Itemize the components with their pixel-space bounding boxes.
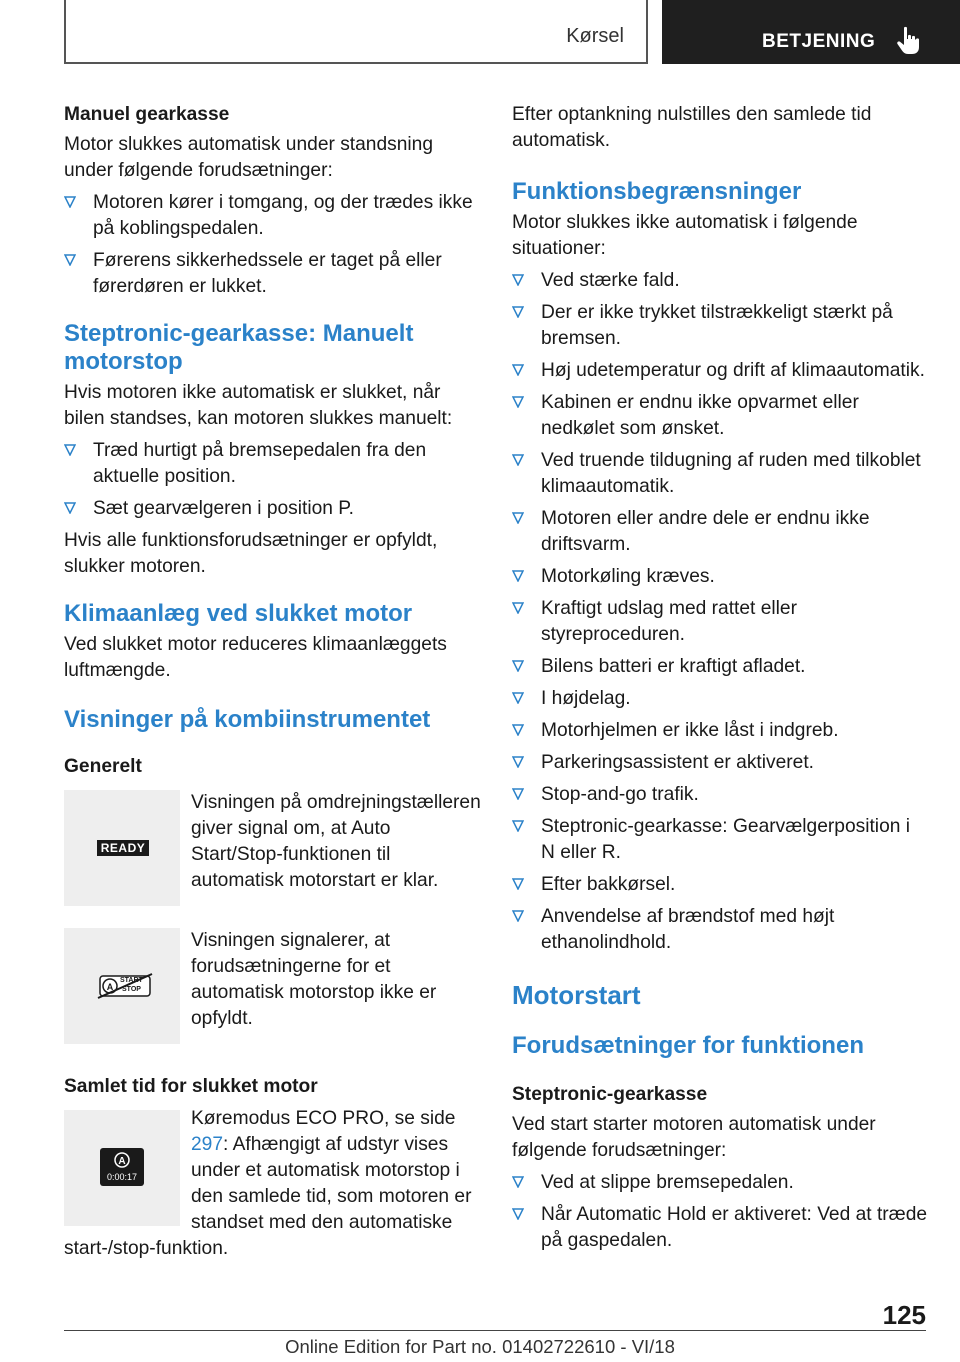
start-stop-figure-row bbox=[64, 928, 484, 1044]
ready-description: Visningen på omdrejningstælleren giver signal om, at Auto Start/Stop-funktionen til automatisk motorstart er klar. bbox=[191, 792, 481, 891]
limits-heading: Funktionsbegrænsninger bbox=[512, 178, 802, 205]
triangle-bullet-icon bbox=[512, 756, 524, 768]
list-item bbox=[512, 1202, 928, 1254]
list-item bbox=[512, 686, 928, 712]
list-item-text: Når Automatic Hold er aktiveret: Ved at træde på gaspedalen. bbox=[541, 1204, 928, 1251]
refuel-text: Efter optankning nulstilles den samlede tid automatisk. bbox=[512, 104, 872, 151]
climate-heading: Klimaanlæg ved slukket motor bbox=[64, 600, 413, 627]
list-item-text: Førerens sikkerhedssele er taget på eller førerdøren er lukket. bbox=[93, 250, 442, 297]
list-item bbox=[512, 506, 928, 558]
list-item-text: Ved at slippe bremsepedalen. bbox=[541, 1172, 794, 1193]
hand-pointer-icon bbox=[896, 26, 922, 56]
triangle-bullet-icon bbox=[64, 254, 76, 266]
auto-start-stop-icon bbox=[112, 1150, 132, 1170]
start-list bbox=[512, 1170, 928, 1254]
ready-figure-row bbox=[64, 790, 484, 906]
list-item-text: Steptronic-gearkasse: Gearvælgerposition i N eller R. bbox=[541, 816, 911, 863]
section-title: Kørsel bbox=[566, 25, 624, 47]
list-item bbox=[512, 1170, 928, 1196]
list-item bbox=[64, 496, 484, 522]
motorstart-heading: Motorstart bbox=[512, 980, 641, 1010]
motorstart-intro: Ved start starter motoren automatisk under følgende forudsætninger: bbox=[512, 1114, 876, 1161]
eco-text-b: : Afhængigt af udstyr vises under et automatisk motorstop i den samlede tid, som motoren er standset med den automatiske start-/stop-funktion. bbox=[64, 1134, 472, 1259]
triangle-bullet-icon bbox=[512, 788, 524, 800]
triangle-bullet-icon bbox=[512, 454, 524, 466]
list-item-text: Ved truende tildugning af ruden med tilkoblet klimaautomatik. bbox=[541, 450, 921, 497]
list-item bbox=[512, 654, 928, 680]
page-297-link[interactable]: 297 bbox=[191, 1134, 224, 1155]
triangle-bullet-icon bbox=[512, 724, 524, 736]
list-item-text: Motorkøling kræves. bbox=[541, 566, 715, 587]
list-item-text: Motoren eller andre dele er endnu ikke driftsvarm. bbox=[541, 508, 870, 555]
timer-value: 0:00:17 bbox=[106, 1172, 138, 1182]
footer-divider bbox=[64, 1330, 926, 1331]
list-item bbox=[512, 596, 928, 648]
triangle-bullet-icon bbox=[512, 1176, 524, 1188]
list-item-text: Ved stærke fald. bbox=[541, 270, 680, 291]
triangle-bullet-icon bbox=[512, 274, 524, 286]
list-item-text: Træd hurtigt på bremsepedalen fra den aktuelle position. bbox=[93, 440, 427, 487]
start-label: START bbox=[120, 977, 143, 984]
triangle-bullet-icon bbox=[512, 820, 524, 832]
left-column bbox=[64, 102, 484, 1262]
list-item-text: Sæt gearvælgeren i position P. bbox=[93, 498, 354, 519]
list-item bbox=[512, 268, 928, 294]
list-item-text: Motorhjelmen er ikke låst i indgreb. bbox=[541, 720, 839, 741]
triangle-bullet-icon bbox=[512, 910, 524, 922]
list-item bbox=[512, 750, 928, 776]
limits-list bbox=[512, 268, 928, 956]
triangle-bullet-icon bbox=[512, 364, 524, 376]
triangle-bullet-icon bbox=[512, 692, 524, 704]
steptronic-manual-heading: Steptronic-gearkasse: Manuelt motorstop bbox=[64, 320, 414, 375]
triangle-bullet-icon bbox=[64, 196, 76, 208]
list-item-text: Motoren kører i tomgang, og der trædes ikke på koblingspedalen. bbox=[93, 192, 473, 239]
chapter-title: BETJENING bbox=[762, 31, 876, 52]
climate-text: Ved slukket motor reduceres klimaanlæggets luftmængde. bbox=[64, 634, 447, 681]
triangle-bullet-icon bbox=[512, 660, 524, 672]
triangle-bullet-icon bbox=[512, 306, 524, 318]
eco-timer-image bbox=[64, 1110, 180, 1226]
triangle-bullet-icon bbox=[512, 570, 524, 582]
triangle-bullet-icon bbox=[64, 444, 76, 456]
list-item-text: Bilens batteri er kraftigt afladet. bbox=[541, 656, 806, 677]
list-item bbox=[512, 390, 928, 442]
list-item-text: Der er ikke trykket tilstrækkeligt stærkt på bremsen. bbox=[541, 302, 893, 349]
steptronic-heading: Steptronic-gearkasse bbox=[512, 1084, 708, 1105]
right-column bbox=[512, 102, 928, 1260]
svg-text:A: A bbox=[118, 1156, 126, 1167]
chapter-tab bbox=[662, 0, 960, 64]
triangle-bullet-icon bbox=[512, 1208, 524, 1220]
triangle-bullet-icon bbox=[512, 878, 524, 890]
list-item bbox=[512, 814, 928, 866]
triangle-bullet-icon bbox=[64, 502, 76, 514]
stop-label: STOP bbox=[122, 986, 141, 993]
steptronic-manual-outro: Hvis alle funktionsforudsætninger er opfyldt, slukker motoren. bbox=[64, 530, 438, 577]
list-item-text: Stop-and-go trafik. bbox=[541, 784, 699, 805]
svg-text:A: A bbox=[106, 982, 114, 992]
ready-indicator-image bbox=[64, 790, 180, 906]
list-item-text: Anvendelse af brændstof med højt ethanolindhold. bbox=[541, 906, 835, 953]
list-item bbox=[64, 438, 484, 490]
start-stop-unavailable-image bbox=[64, 928, 180, 1044]
eco-text-a: Køremodus ECO PRO, se side bbox=[191, 1108, 456, 1129]
list-item bbox=[512, 718, 928, 744]
list-item-text: Kraftigt udslag med rattet eller styreproceduren. bbox=[541, 598, 797, 645]
list-item-text: I højdelag. bbox=[541, 688, 631, 709]
header-section-box bbox=[64, 0, 648, 64]
triangle-bullet-icon bbox=[512, 512, 524, 524]
list-item-text: Parkeringsassistent er aktiveret. bbox=[541, 752, 815, 773]
list-item bbox=[512, 904, 928, 956]
list-item-text: Efter bakkørsel. bbox=[541, 874, 676, 895]
triangle-bullet-icon bbox=[512, 602, 524, 614]
list-item bbox=[512, 448, 928, 500]
list-item bbox=[512, 782, 928, 808]
list-item bbox=[512, 358, 928, 384]
eco-pro-block bbox=[64, 1106, 484, 1262]
general-heading: Generelt bbox=[64, 756, 142, 777]
manual-intro: Motor slukkes automatisk under standsning under følgende forudsætninger: bbox=[64, 134, 434, 181]
list-item-text: Høj udetemperatur og drift af klimaautomatik. bbox=[541, 360, 925, 381]
prerequisites-heading: Forudsætninger for funktionen bbox=[512, 1032, 864, 1059]
displays-heading: Visninger på kombiinstrumentet bbox=[64, 706, 431, 733]
edition-text: Online Edition for Part no. 01402722610 - VI/18 bbox=[285, 1336, 675, 1357]
steptronic-manual-intro: Hvis motoren ikke automatisk er slukket, når bilen standses, kan motoren slukkes manuelt: bbox=[64, 382, 453, 429]
list-item bbox=[512, 300, 928, 352]
manual-gearbox-heading: Manuel gearkasse bbox=[64, 104, 230, 125]
page-number: 125 bbox=[882, 1300, 926, 1330]
list-item bbox=[512, 872, 928, 898]
start-stop-description: Visningen signalerer, at forudsætningerne for et automatisk motorstop ikke er opfyldt. bbox=[191, 930, 437, 1029]
list-item bbox=[64, 190, 484, 242]
list-item bbox=[64, 248, 484, 300]
ready-label: READY bbox=[97, 840, 149, 856]
timer-display bbox=[100, 1148, 144, 1186]
list-item-text: Kabinen er endnu ikke opvarmet eller nedkølet som ønsket. bbox=[541, 392, 859, 439]
total-time-heading: Samlet tid for slukket motor bbox=[64, 1076, 318, 1097]
limits-intro: Motor slukkes ikke automatisk i følgende situationer: bbox=[512, 212, 858, 259]
triangle-bullet-icon bbox=[512, 396, 524, 408]
list-item bbox=[512, 564, 928, 590]
